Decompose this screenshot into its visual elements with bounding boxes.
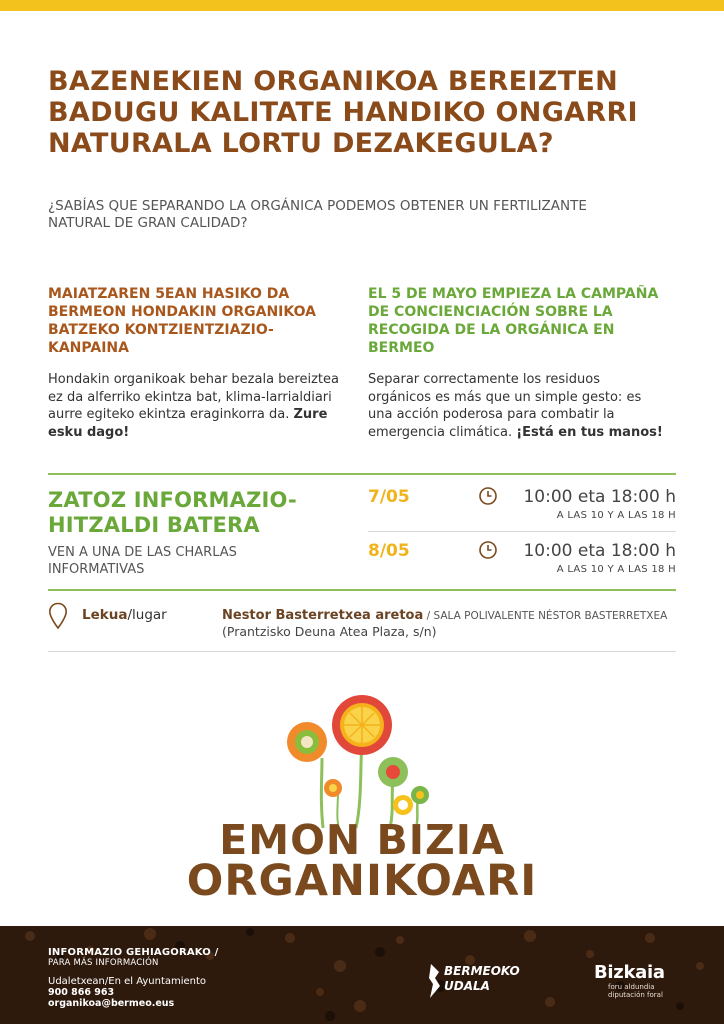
basque-body-emphasis: Zure esku dago!: [48, 407, 328, 440]
bermeo-logo-line2: UDALA: [444, 979, 490, 993]
session-time: 10:00 eta 18:00 h: [523, 487, 676, 507]
venue-name-es: / SALA POLIVALENTE NÉSTOR BASTERRETXEA: [423, 610, 668, 622]
session-time-es: A LAS 10 Y A LAS 18 H: [556, 564, 676, 575]
bizkaia-logo-sub-eu: foru aldundia: [608, 983, 655, 991]
session-time: 10:00 eta 18:00 h: [523, 541, 676, 561]
location-pin-icon: [48, 602, 68, 630]
spanish-body-text: Separar correctamente los residuos orgánicos es más que un simple gesto: es una acción poderosa para combatir la emergencia climática.: [368, 372, 642, 440]
spanish-body-emphasis: ¡Está en tus manos!: [516, 424, 663, 440]
bizkaia-logo: [594, 962, 694, 999]
footer-contact: [48, 947, 308, 1009]
top-accent-bar: [0, 0, 724, 11]
basque-announcement: [48, 285, 344, 441]
bermeo-emblem-icon: [428, 964, 442, 998]
subheadline: ¿SABÍAS QUE SEPARANDO LA ORGÁNICA PODEMOS OBTENER UN FERTILIZANTE NATURAL DE GRAN CALIDAD?: [48, 198, 587, 231]
footer-phone[interactable]: 900 866 963: [48, 987, 115, 998]
session-time-es: A LAS 10 Y A LAS 18 H: [556, 510, 676, 521]
divider-top: [48, 473, 676, 475]
divider-bottom: [48, 589, 676, 591]
spanish-announcement-body: [368, 371, 664, 441]
spanish-announcement: [368, 285, 664, 441]
session-date: 7/05: [368, 487, 410, 507]
talks-title: ZATOZ INFORMAZIO-HITZALDI BATERA: [48, 488, 297, 537]
footer-email[interactable]: organikoa@bermeo.eus: [48, 998, 175, 1009]
footer-info-es: PARA MÁS INFORMACIÓN: [48, 958, 159, 968]
clock-icon: [478, 540, 498, 560]
footer-info-eu: INFORMAZIO GEHIAGORAKO /: [48, 947, 219, 958]
bizkaia-logo-sub-es: diputación foral: [608, 991, 663, 999]
clock-icon: [478, 486, 498, 506]
spanish-announcement-title: EL 5 DE MAYO EMPIEZA LA CAMPAÑA DE CONCIENCIACIÓN SOBRE LA RECOGIDA DE LA ORGÁNICA EN BERMEO: [368, 286, 659, 356]
basque-body-text: Hondakin organikoak behar bezala bereiztea ez da alferriko ekintza bat, klima-larrialdiari aurre egiteko ekintza eraginkorra da.: [48, 372, 339, 422]
location-label-eu: Lekua: [82, 607, 128, 623]
bizkaia-logo-name: Bizkaia: [594, 962, 665, 983]
campaign-logo-line2: ORGANIKOARI: [186, 856, 538, 906]
venue-name-eu: Nestor Basterretxea aretoa: [222, 608, 424, 623]
basque-announcement-body: [48, 371, 344, 441]
divider-location: [48, 651, 676, 652]
session-date: 8/05: [368, 541, 410, 561]
bermeo-udala-logo: [428, 962, 528, 998]
talks-subtitle: VEN A UNA DE LAS CHARLAS INFORMATIVAS: [48, 545, 237, 577]
campaign-logo-line1: EMON BIZIA: [219, 816, 505, 864]
venue: [222, 607, 682, 640]
bermeo-logo-line1: BERMEOKO: [444, 964, 520, 978]
venue-address: (Prantzisko Deuna Atea Plaza, s/n): [222, 624, 437, 639]
basque-announcement-title: MAIATZAREN 5EAN HASIKO DA BERMEON HONDAKIN ORGANIKOA BATZEKO KONTZIENTZIAZIO-KANPAINA: [48, 286, 316, 356]
footer-place: Udaletxean/En el Ayuntamiento: [48, 976, 207, 987]
flowers-illustration: [270, 680, 470, 830]
location-label: [82, 607, 167, 623]
location-label-es: /lugar: [127, 607, 167, 623]
headline: BAZENEKIEN ORGANIKOA BEREIZTEN BADUGU KALITATE HANDIKO ONGARRI NATURALA LORTU DEZAKEGULA?: [48, 66, 638, 159]
session-divider: [368, 531, 676, 532]
